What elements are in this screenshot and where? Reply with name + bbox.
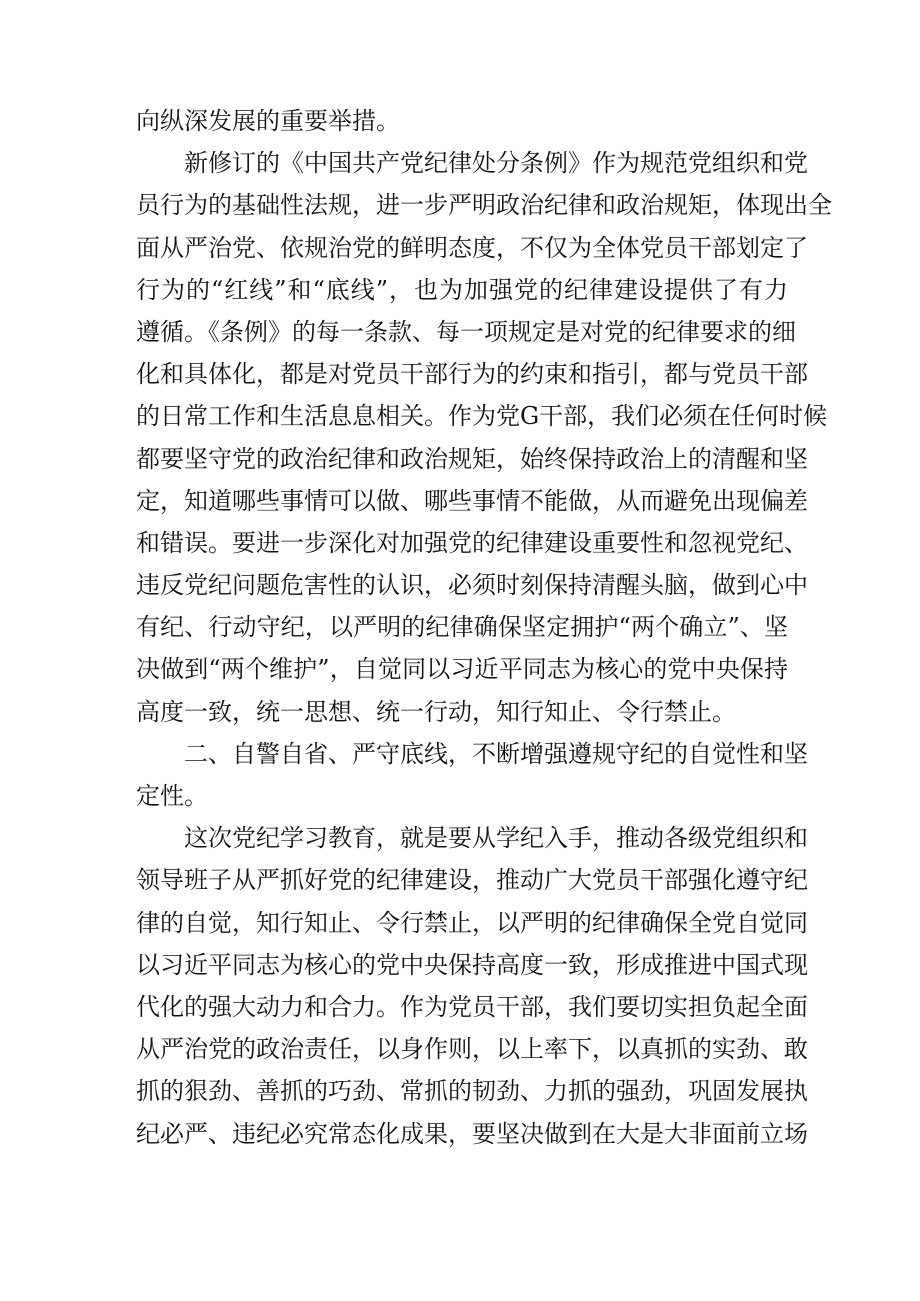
text-line: 化和具体化，都是对党员干部行为的约束和指引，都与党员干部 [136,360,808,389]
text-line: 从严治党的政治责任，以身作则，以上率下，以真抓的实劲、敢 [136,1035,808,1064]
text-line: 有纪、行动守纪，以严明的纪律确保坚定拥护“两个确立”、坚 [136,613,788,642]
text-line: 定，知道哪些事情可以做、哪些事情不能做，从而避免出现偏差 [136,486,808,515]
text-line: 都要坚守党的政治纪律和政治规矩，始终保持政治上的清醒和坚 [136,444,808,473]
text-line: 高度一致，统一思想、统一行动，知行知止、令行禁止。 [136,697,736,726]
section-heading-line: 定性。 [136,782,208,810]
text-line: 决做到“两个维护”，自觉同以习近平同志为核心的党中央保持 [136,655,788,684]
text-line: 和错误。要进一步深化对加强党的纪律建设重要性和忽视党纪、 [136,528,808,557]
section-heading-line: 二、自警自省、严守底线，不断增强遵规守纪的自觉性和坚 [184,739,808,768]
text-line: 律的自觉，知行知止、令行禁止，以严明的纪律确保全党自觉同 [136,908,808,937]
text-line: 这次党纪学习教育，就是要从学纪入手，推动各级党组织和 [184,824,808,853]
text-line: 以习近平同志为核心的党中央保持高度一致，形成推进中国式现 [136,950,808,979]
text-line: 向纵深发展的重要举措。 [136,107,400,135]
text-line: 抓的狠劲、善抓的巧劲、常抓的韧劲、力抓的强劲，巩固发展执 [136,1077,808,1106]
document-body [136,100,832,1155]
text-line: 纪必严、违纪必究常态化成果，要坚决做到在大是大非面前立场 [136,1119,808,1148]
text-line: 违反党纪问题危害性的认识，必须时刻保持清醒头脑，做到心中 [136,571,808,600]
text-line: 行为的“红线”和“底线”，也为加强党的纪律建设提供了有力 [136,275,788,304]
text-line: 员行为的基础性法规，进一步严明政治纪律和政治规矩，体现出全 [136,191,832,220]
text-line: 代化的强大动力和合力。作为党员干部，我们要切实担负起全面 [136,992,808,1021]
text-line: 面从严治党、依规治党的鲜明态度，不仅为全体党员干部划定了 [136,233,808,262]
text-line: 遵循。《条例》的每一条款、每一项规定是对党的纪律要求的细 [136,317,796,346]
text-line: 的日常工作和生活息息相关。作为党G干部，我们必须在任何时候 [136,402,828,431]
text-line: 新修订的《中国共产党纪律处分条例》作为规范党组织和党 [184,149,808,178]
text-line: 领导班子从严抓好党的纪律建设，推动广大党员干部强化遵守纪 [136,866,808,895]
